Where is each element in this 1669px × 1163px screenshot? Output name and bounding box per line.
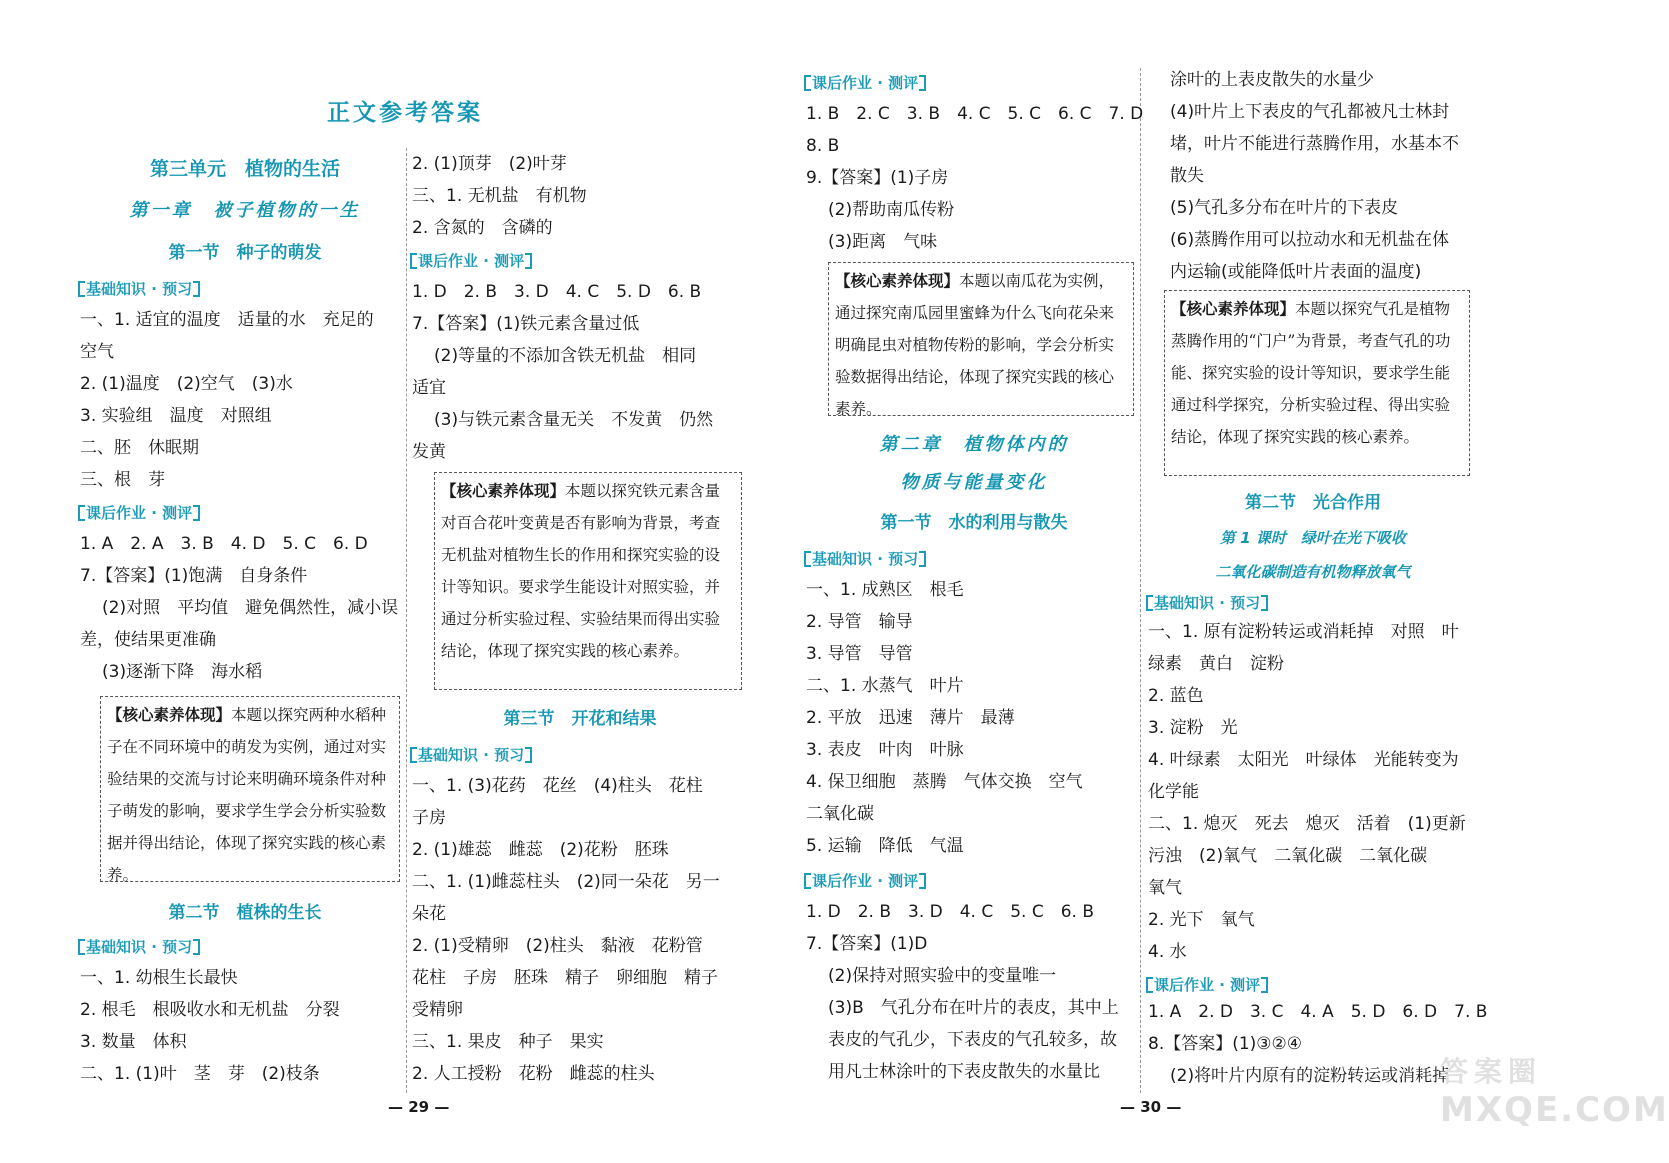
answer-line: 子房 [412,808,446,828]
answer-line: (2)帮助南瓜传粉 [828,200,955,220]
answer-line: (6)蒸腾作用可以拉动水和无机盐在体 [1170,230,1450,250]
chapter-heading: 物质与能量变化 [900,472,1048,493]
answer-line: 朵花 [412,904,446,924]
answer-line: 2. (1)顶芽 (2)叶芽 [412,154,567,174]
badge-homework-test: 课后作业 · 测评 [80,502,198,524]
section-heading: 第三节 开花和结果 [503,709,657,729]
badge-basic-preview: 基础知识 · 预习 [80,278,198,300]
badge-basic-preview: 基础知识 · 预习 [80,936,198,958]
answer-line: (3)与铁元素含量无关 不发黄 仍然 [434,410,714,430]
badge-homework-test: 课后作业 · 测评 [412,250,530,272]
answer-line: 一、1. 成熟区 根毛 [806,580,964,600]
unit-heading: 第三单元 植物的生活 [149,158,340,180]
answer-line: 8.【答案】(1)③②④ [1148,1034,1303,1054]
answer-line: 3. 淀粉 光 [1148,718,1238,738]
answer-line: 4. 叶绿素 太阳光 叶绿体 光能转变为 [1148,750,1459,770]
badge-basic-preview: 基础知识 · 预习 [1148,592,1266,614]
answer-line: 二、1. (1)雌蕊柱头 (2)同一朵花 另一 [412,872,720,892]
answer-line: (2)对照 平均值 避免偶然性，减小误 [102,598,399,618]
answer-line: 氧气 [1148,878,1182,898]
answer-line: 二氧化碳 [806,804,874,824]
section-heading: 第一节 种子的萌发 [168,243,322,263]
chapter-heading: 第一章 被子植物的一生 [129,200,361,221]
answer-line: 一、1. 幼根生长最快 [80,968,238,988]
answer-line: 2. 人工授粉 花粉 雌蕊的柱头 [412,1064,655,1084]
answer-line: 表皮的气孔少，下表皮的气孔较多，故 [828,1030,1117,1050]
page-title: 正文参考答案 [327,100,483,126]
section-heading: 第二节 光合作用 [1245,493,1381,513]
core-literacy-note [434,472,742,690]
answer-line: 1. A 2. A 3. B 4. D 5. C 6. D [80,534,368,554]
answer-line: 适宜 [412,378,446,398]
answer-line: 1. D 2. B 3. D 4. C 5. C 6. B [806,902,1094,922]
badge-homework-test: 课后作业 · 测评 [1148,974,1266,996]
answer-line: (3)逐渐下降 海水稻 [102,662,263,682]
answer-line: 2. 导管 输导 [806,612,913,632]
answer-line: 2. (1)雄蕊 雌蕊 (2)花粉 胚珠 [412,840,669,860]
note-text: 本题以南瓜花为实例，通过探究南瓜园里蜜蜂为什么飞向花朵来明确昆虫对植物传粉的影响，学会分析实验数据得出结论，体现了探究实践的核心素养。 [835,272,1115,418]
answer-line: 空气 [80,342,114,362]
answer-line: 3. 表皮 叶肉 叶脉 [806,740,964,760]
answer-line: 3. 数量 体积 [80,1032,187,1052]
answer-line: 涂叶的上表皮散失的水量少 [1170,70,1374,90]
answer-line: 三、根 芽 [80,470,165,490]
answer-line: (4)叶片上下表皮的气孔都被凡士林封 [1170,102,1450,122]
answer-line: 一、1. 适宜的温度 适量的水 充足的 [80,310,374,330]
page-number-right: — 30 — [1120,1098,1182,1116]
badge-homework-test: 课后作业 · 测评 [806,870,924,892]
watermark-top: 答案圈 [1440,1055,1543,1088]
answer-line: 差，使结果更准确 [80,630,216,650]
core-literacy-note [828,262,1134,416]
answer-line: 7.【答案】(1)铁元素含量过低 [412,314,640,334]
note-tag: 【核心素养体现】 [107,706,232,724]
answer-line: 4. 水 [1148,942,1187,962]
page-number-left: — 29 — [388,1098,450,1116]
note-tag: 【核心素养体现】 [835,272,960,290]
answer-line: (3)距离 气味 [828,232,938,252]
answer-line: 发黄 [412,442,446,462]
badge-basic-preview: 基础知识 · 预习 [806,548,924,570]
answer-line: (2)将叶片内原有的淀粉转运或消耗掉 [1170,1066,1450,1086]
answer-line: 一、1. 原有淀粉转运或消耗掉 对照 叶 [1148,622,1459,642]
answer-line: 二、胚 休眠期 [80,438,199,458]
answer-line: 内运输(或能降低叶片表面的温度) [1170,262,1422,282]
badge-homework-test: 课后作业 · 测评 [806,72,924,94]
answer-line: 9.【答案】(1)子房 [806,168,949,188]
answer-line: 堵，叶片不能进行蒸腾作用，水基本不 [1170,134,1459,154]
answer-line: (3)B 气孔分布在叶片的表皮，其中上 [828,998,1119,1018]
section-heading: 第一节 水的利用与散失 [880,513,1068,533]
answer-line: 5. 运输 降低 气温 [806,836,964,856]
answer-line: 用凡士林涂叶的下表皮散失的水量比 [828,1062,1100,1082]
answer-line: 2. 蓝色 [1148,686,1204,706]
answer-line: 2. 根毛 根吸收水和无机盐 分裂 [80,1000,340,1020]
answer-line: 二、1. (1)叶 茎 芽 (2)枝条 [80,1064,320,1084]
answer-line: 污浊 (2)氧气 二氧化碳 二氧化碳 [1148,846,1428,866]
answer-line: 2. (1)温度 (2)空气 (3)水 [80,374,293,394]
answer-line: 散失 [1170,166,1204,186]
core-literacy-note [100,696,400,882]
note-tag: 【核心素养体现】 [441,482,566,500]
answer-line: 一、1. (3)花药 花丝 (4)柱头 花柱 [412,776,703,796]
answer-line: (2)保持对照实验中的变量唯一 [828,966,1057,986]
answer-line: (2)等量的不添加含铁无机盐 相同 [434,346,697,366]
answer-line: 8. B [806,136,840,156]
answer-line: 二、1. 水蒸气 叶片 [806,676,964,696]
chapter-heading: 第二章 植物体内的 [879,434,1069,455]
answer-line: 二、1. 熄灭 死去 熄灭 活着 (1)更新 [1148,814,1466,834]
answer-line: 1. B 2. C 3. B 4. C 5. C 6. C 7. D [806,104,1144,124]
answer-line: 3. 导管 导管 [806,644,913,664]
answer-line: 2. 光下 氧气 [1148,910,1255,930]
answer-line: 2. 含氮的 含磷的 [412,218,553,238]
badge-basic-preview: 基础知识 · 预习 [412,744,530,766]
lesson-heading: 第 1 课时 绿叶在光下吸收 [1220,529,1406,547]
answer-line: 1. A 2. D 3. C 4. A 5. D 6. D 7. B [1148,1002,1488,1022]
section-heading: 第二节 植株的生长 [168,903,322,923]
answer-line: 2. 平放 迅速 薄片 最薄 [806,708,1015,728]
answer-line: 花柱 子房 胚珠 精子 卵细胞 精子 [412,968,718,988]
note-tag: 【核心素养体现】 [1171,300,1296,318]
answer-line: 4. 保卫细胞 蒸腾 气体交换 空气 [806,772,1083,792]
watermark [1440,1050,1669,1150]
answer-line: 7.【答案】(1)饱满 自身条件 [80,566,308,586]
answer-line: 受精卵 [412,1000,463,1020]
note-text: 本题以探究铁元素含量对百合花叶变黄是否有影响为背景，考查无机盐对植物生长的作用和探究实验的设计等知识。要求学生能设计对照实验，并通过分析实验过程、实验结果而得出实验结论，体现了探究实践的核心素养。 [441,482,721,660]
answer-line: 三、1. 无机盐 有机物 [412,186,587,206]
core-literacy-note [1164,290,1470,476]
answer-line: 三、1. 果皮 种子 果实 [412,1032,604,1052]
answer-line: 7.【答案】(1)D [806,934,928,954]
answer-line: 1. D 2. B 3. D 4. C 5. D 6. B [412,282,702,302]
note-text: 本题以探究气孔是植物蒸腾作用的“门户”为背景，考查气孔的功能、探究实验的设计等知识，要求学生能通过科学探究，分析实验过程、得出实验结论，体现了探究实践的核心素养。 [1171,300,1451,446]
watermark-bottom: MXQE.COM [1440,1090,1669,1130]
answer-line: 3. 实验组 温度 对照组 [80,406,272,426]
answer-line: (5)气孔多分布在叶片的下表皮 [1170,198,1399,218]
answer-line: 2. (1)受精卵 (2)柱头 黏液 花粉管 [412,936,703,956]
answer-line: 化学能 [1148,782,1199,802]
answer-line: 绿素 黄白 淀粉 [1148,654,1284,674]
note-text: 本题以探究两种水稻种子在不同环境中的萌发为实例，通过对实验结果的交流与讨论来明确环境条件对种子萌发的影响，要求学生学会分析实验数据并得出结论，体现了探究实践的核心素养。 [107,706,387,884]
lesson-heading: 二氧化碳制造有机物释放氧气 [1215,563,1411,581]
